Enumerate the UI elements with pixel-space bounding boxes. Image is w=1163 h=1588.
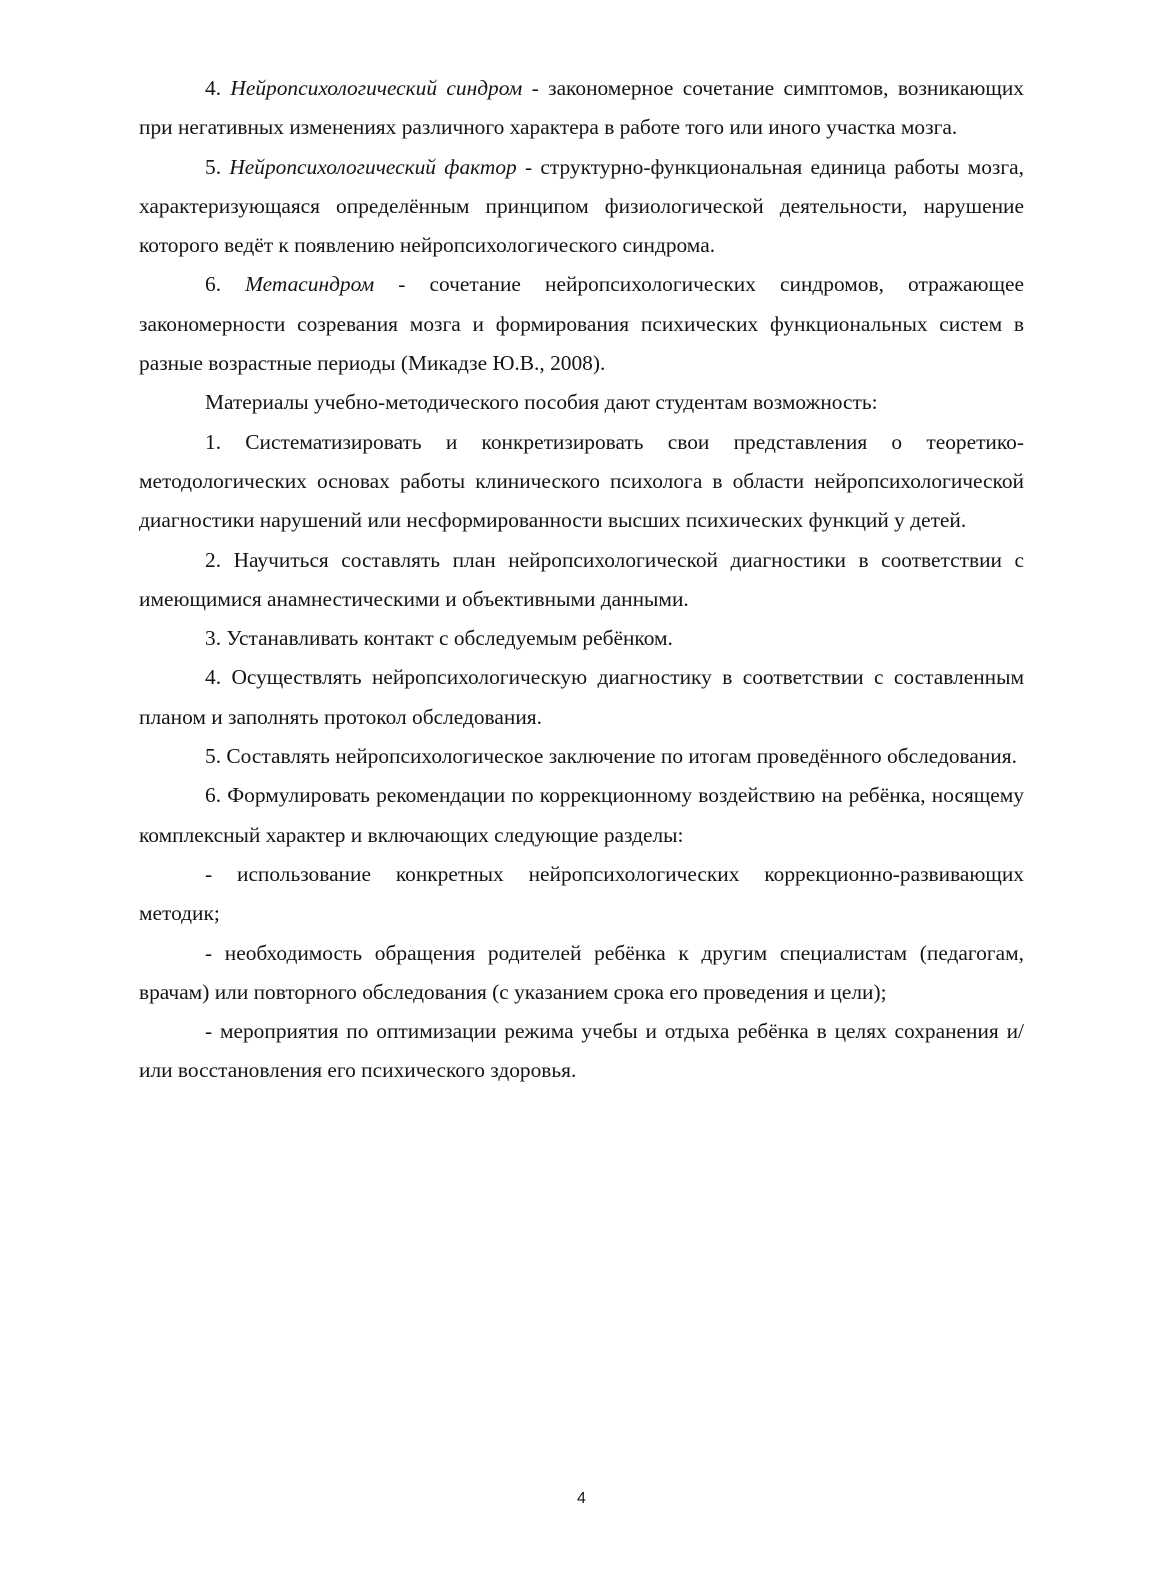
list-item: 4. Осуществлять нейропсихологическую диагностику в соответствии с составленным планом и заполнять протокол обследования. [139,665,1024,729]
page-body [139,69,1024,1091]
sub-list-item: - мероприятия по оптимизации режима учебы и отдыха ребёнка в целях сохранения и/или восстановления его психического здоровья. [139,1019,1024,1083]
sub-list-item: - использование конкретных нейропсихологических коррекционно-развивающих методик; [139,861,1024,926]
definition-number: 4. [205,76,222,100]
definition-paragraph [139,148,1024,266]
list-item: 1. Систематизировать и конкретизировать свои представления о теоретико-методологических основах работы клинического психолога в области нейропсихологической диагностики нарушений или несформированности высших психических функций у детей. [139,429,1024,533]
page-number: 4 [577,1490,586,1507]
definition-term: Метасиндром [245,272,375,297]
definition-text: - закономерное сочетание симптомов, возникающих при негативных изменениях различного характера в работе того или иного участка мозга. [139,76,1024,140]
definition-text: - структурно-функциональная единица работы мозга, характеризующаяся определённым принципом физиологической деятельности, нарушение которого ведёт к появлению нейропсихологического синдрома. [139,154,1024,258]
definition-term: Нейропсихологический фактор [229,154,517,179]
definition-number: 5. [205,154,222,179]
list-item: 6. Формулировать рекомендации по коррекционному воздействию на ребёнка, носящему комплексный характер и включающих следующие разделы: [139,783,1024,847]
definition-paragraph [139,69,1024,148]
definition-number: 6. [205,272,222,297]
definition-paragraph [139,265,1024,383]
definition-term: Нейропсихологический синдром [230,76,523,100]
definition-text: - сочетание нейропсихологических синдромов, отражающее закономерности созревания мозга и формирования психических функциональных систем в разные возрастные периоды (Микадзе Ю.В., 2008). [139,272,1024,376]
sub-list-item: - необходимость обращения родителей ребёнка к другим специалистам (педагогам, врачам) или повторного обследования (с указанием срока его проведения и цели); [139,940,1024,1004]
intro-paragraph: Материалы учебно-методического пособия дают студентам возможность: [205,390,878,415]
list-item: 2. Научиться составлять план нейропсихологической диагностики в соответствии с имеющимися анамнестическими и объективными данными. [139,547,1024,611]
list-item: 5. Составлять нейропсихологическое заключение по итогам проведённого обследования. [205,744,1017,769]
list-item: 3. Устанавливать контакт с обследуемым ребёнком. [205,626,673,651]
